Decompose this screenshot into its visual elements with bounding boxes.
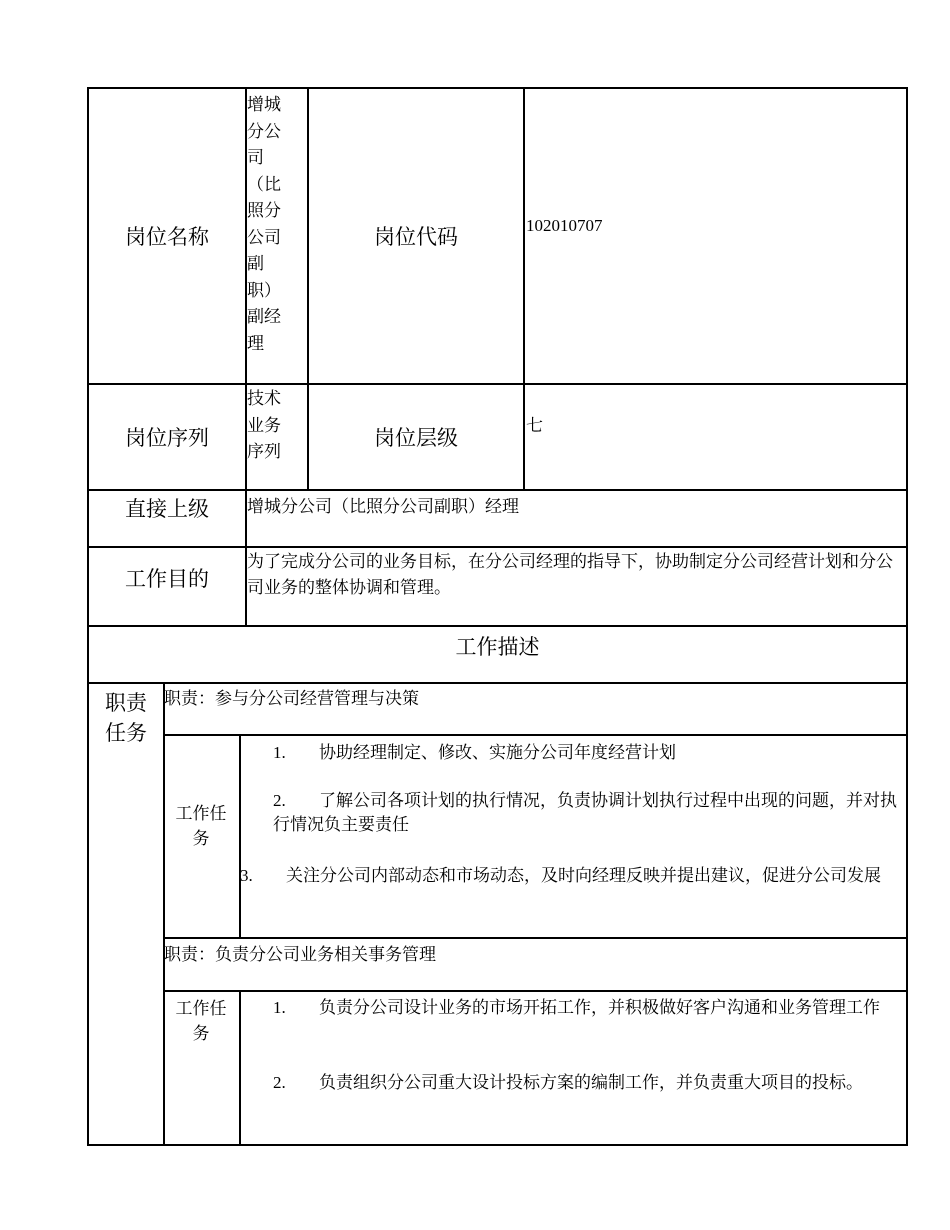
purpose-value: 为了完成分公司的业务目标，在分公司经理的指导下，协助制定分公司经营计划和分公司业务的整体协调和管理。 bbox=[247, 552, 893, 597]
table-border-bottom bbox=[87, 1144, 908, 1146]
position-sequence-value: 技术业务序列 bbox=[247, 389, 281, 461]
task-text: 了解公司各项计划的执行情况，负责协调计划执行过程中出现的问题，并对执行情况负主要责任 bbox=[273, 791, 897, 834]
task-item bbox=[273, 996, 901, 1020]
col-divider bbox=[163, 682, 165, 1146]
purpose-label: 工作目的 bbox=[125, 567, 209, 591]
duty-title: 职责：负责分公司业务相关事务管理 bbox=[164, 945, 436, 964]
duty-title: 职责：参与分公司经营管理与决策 bbox=[164, 689, 419, 708]
task-item bbox=[273, 1071, 893, 1095]
row-divider bbox=[163, 937, 908, 939]
row-divider bbox=[87, 546, 908, 548]
col-divider bbox=[239, 990, 241, 1146]
position-name-label: 岗位名称 bbox=[125, 225, 209, 249]
work-description-title: 工作描述 bbox=[455, 635, 540, 659]
position-name-value: 增城分公司（比照分公司副职）副经理 bbox=[247, 95, 281, 353]
task-label: 工作任务 bbox=[175, 804, 227, 848]
task-number: 1. bbox=[273, 743, 286, 762]
task-text: 关注分公司内部动态和市场动态，及时向经理反映并提出建议，促进分公司发展 bbox=[286, 866, 881, 885]
position-level-value: 七 bbox=[526, 416, 543, 435]
task-number: 2. bbox=[273, 1073, 286, 1092]
position-code-label: 岗位代码 bbox=[374, 225, 458, 249]
col-divider bbox=[523, 87, 525, 490]
task-label: 工作任务 bbox=[175, 999, 227, 1043]
superior-value: 增城分公司（比照分公司副职）经理 bbox=[247, 497, 519, 516]
position-code-value: 102010707 bbox=[526, 216, 603, 235]
table-border-right bbox=[906, 87, 908, 1146]
task-number: 1. bbox=[273, 998, 286, 1017]
task-item bbox=[273, 741, 898, 765]
row-divider bbox=[87, 625, 908, 627]
task-text: 负责分公司设计业务的市场开拓工作，并积极做好客户沟通和业务管理工作 bbox=[319, 998, 880, 1017]
task-item bbox=[273, 789, 898, 837]
col-divider bbox=[239, 734, 241, 938]
superior-label: 直接上级 bbox=[125, 497, 209, 521]
row-divider bbox=[87, 682, 908, 684]
task-number: 2. bbox=[273, 791, 286, 810]
task-number: 3. bbox=[240, 866, 253, 885]
position-level-label: 岗位层级 bbox=[374, 426, 458, 450]
task-text: 负责组织分公司重大设计投标方案的编制工作，并负责重大项目的投标。 bbox=[319, 1073, 863, 1092]
task-text: 协助经理制定、修改、实施分公司年度经营计划 bbox=[319, 743, 676, 762]
row-divider bbox=[87, 489, 908, 491]
row-divider bbox=[163, 990, 908, 992]
row-divider bbox=[163, 734, 908, 736]
duties-label: 职责任务 bbox=[105, 691, 147, 745]
position-sequence-label: 岗位序列 bbox=[125, 426, 209, 450]
task-item bbox=[240, 864, 890, 888]
